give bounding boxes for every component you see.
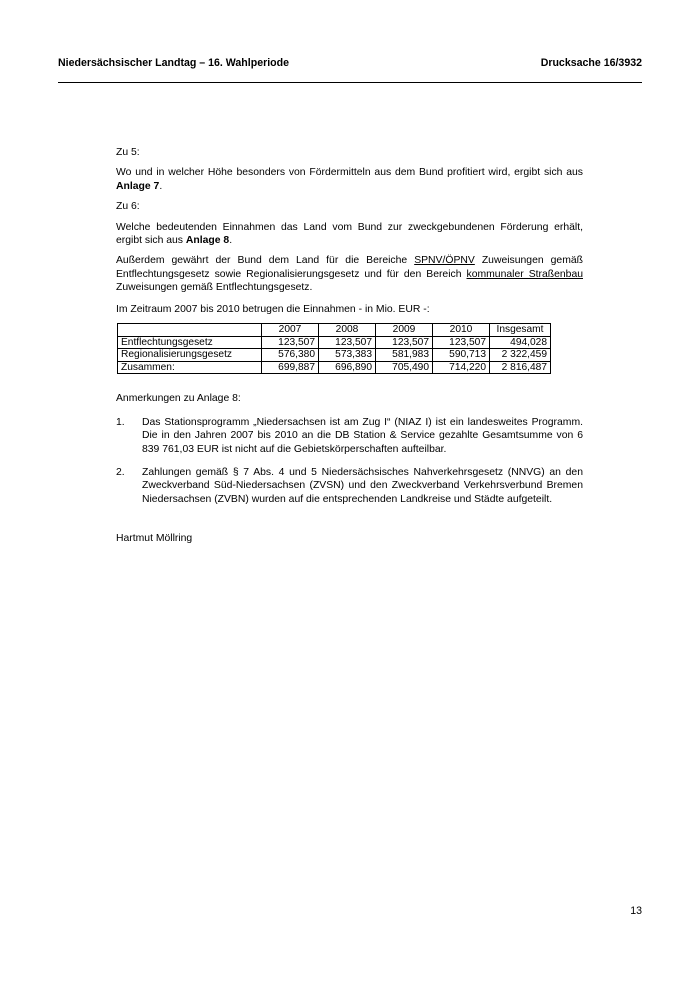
table-cell: 696,890	[319, 361, 376, 374]
zu6-paragraph: Welche bedeutenden Einnahmen das Land vom Bund zur zweckgebundenen Förderung erhält, ergibt sich aus Anlage 8.	[116, 221, 583, 247]
table-row	[118, 361, 551, 374]
table-cell: 573,383	[319, 349, 376, 362]
kommunaler-strassenbau-term: kommunaler Straßenbau	[466, 268, 583, 280]
table-cell: 2 322,459	[490, 349, 551, 362]
table-cell: 581,983	[376, 349, 433, 362]
ausserdem-paragraph: Außerdem gewährt der Bund dem Land für die Bereiche SPNV/ÖPNV Zuweisungen gemäß Entflechtungsgesetz sowie Regionalisierungsgesetz und für den Bereich kommunaler Straßenbau Zuweisungen gemäß Entflechtungsgesetz.	[116, 255, 583, 294]
zeitraum-sentence: Im Zeitraum 2007 bis 2010 betrugen die Einnahmen - in Mio. EUR -:	[116, 303, 430, 315]
table-header-cell: 2007	[262, 324, 319, 337]
document-body	[116, 146, 583, 546]
table-cell: 714,220	[433, 361, 490, 374]
table-cell: 705,490	[376, 361, 433, 374]
table-cell: 2 816,487	[490, 361, 551, 374]
zu5-heading: Zu 5:	[116, 147, 140, 158]
table-cell: 123,507	[376, 336, 433, 349]
anmerkung-item	[116, 416, 583, 456]
table-header-cell: 2010	[433, 324, 490, 337]
table-cell: 576,380	[262, 349, 319, 362]
anmerkung-text: Zahlungen gemäß § 7 Abs. 4 und 5 Niedersächsisches Nahverkehrsgesetz (NNVG) an den Zweckverband Süd-Niedersachsen (ZVSN) und den Zweckverband Verkehrsverbund Bremen Niedersachsen (ZVBN) wurden auf die entsprechenden Landkreise und Städte aufgeteilt.	[142, 467, 583, 505]
header-divider	[58, 82, 642, 83]
anlage-8-reference: Anlage 8	[185, 235, 230, 247]
anmerkung-number: 1.	[116, 416, 125, 428]
table-header-cell	[118, 324, 262, 337]
table-cell: 590,713	[433, 349, 490, 362]
table-header-row	[118, 324, 551, 337]
anmerkungen-heading: Anmerkungen zu Anlage 8:	[116, 393, 241, 405]
table-cell: 123,507	[433, 336, 490, 349]
table-cell: 123,507	[262, 336, 319, 349]
signature: Hartmut Möllring	[116, 533, 193, 545]
zu6-heading: Zu 6:	[116, 201, 140, 213]
anlage-7-reference: Anlage 7	[116, 180, 160, 192]
page-header	[58, 56, 642, 70]
table-header-cell: 2008	[319, 324, 376, 337]
anmerkung-number: 2.	[116, 467, 125, 479]
table-header-cell: 2009	[376, 324, 433, 337]
table-cell: Entflechtungsgesetz	[118, 336, 262, 349]
header-title: Niedersächsischer Landtag – 16. Wahlperiode	[58, 57, 289, 69]
table-cell: 699,887	[262, 361, 319, 374]
table-cell: 123,507	[319, 336, 376, 349]
table-header-cell: Insgesamt	[490, 324, 551, 337]
table-row	[118, 349, 551, 362]
header-document-number: Drucksache 16/3932	[540, 57, 642, 69]
spnv-oepnv-term: SPNV/ÖPNV	[414, 255, 475, 267]
page-number: 13	[630, 905, 642, 917]
table-cell: 494,028	[490, 336, 551, 349]
table-cell: Zusammen:	[118, 361, 262, 374]
anmerkung-item	[116, 466, 583, 506]
table-cell: Regionalisierungsgesetz	[118, 349, 262, 362]
revenue-table	[117, 323, 551, 374]
table-row	[118, 336, 551, 349]
anmerkung-text: Das Stationsprogramm „Niedersachsen ist am Zug I“ (NIAZ I) ist ein landesweites Programm. Die in den Jahren 2007 bis 2010 an die DB Station & Service gezahlte Gesamtsumme von 6 839 761,03 EUR ist nicht auf die Gebietskörperschaften aufteilbar.	[142, 416, 583, 455]
zu5-paragraph: Wo und in welcher Höhe besonders von Fördermitteln aus dem Bund profitiert wird, ergibt sich aus Anlage 7.	[116, 167, 583, 192]
